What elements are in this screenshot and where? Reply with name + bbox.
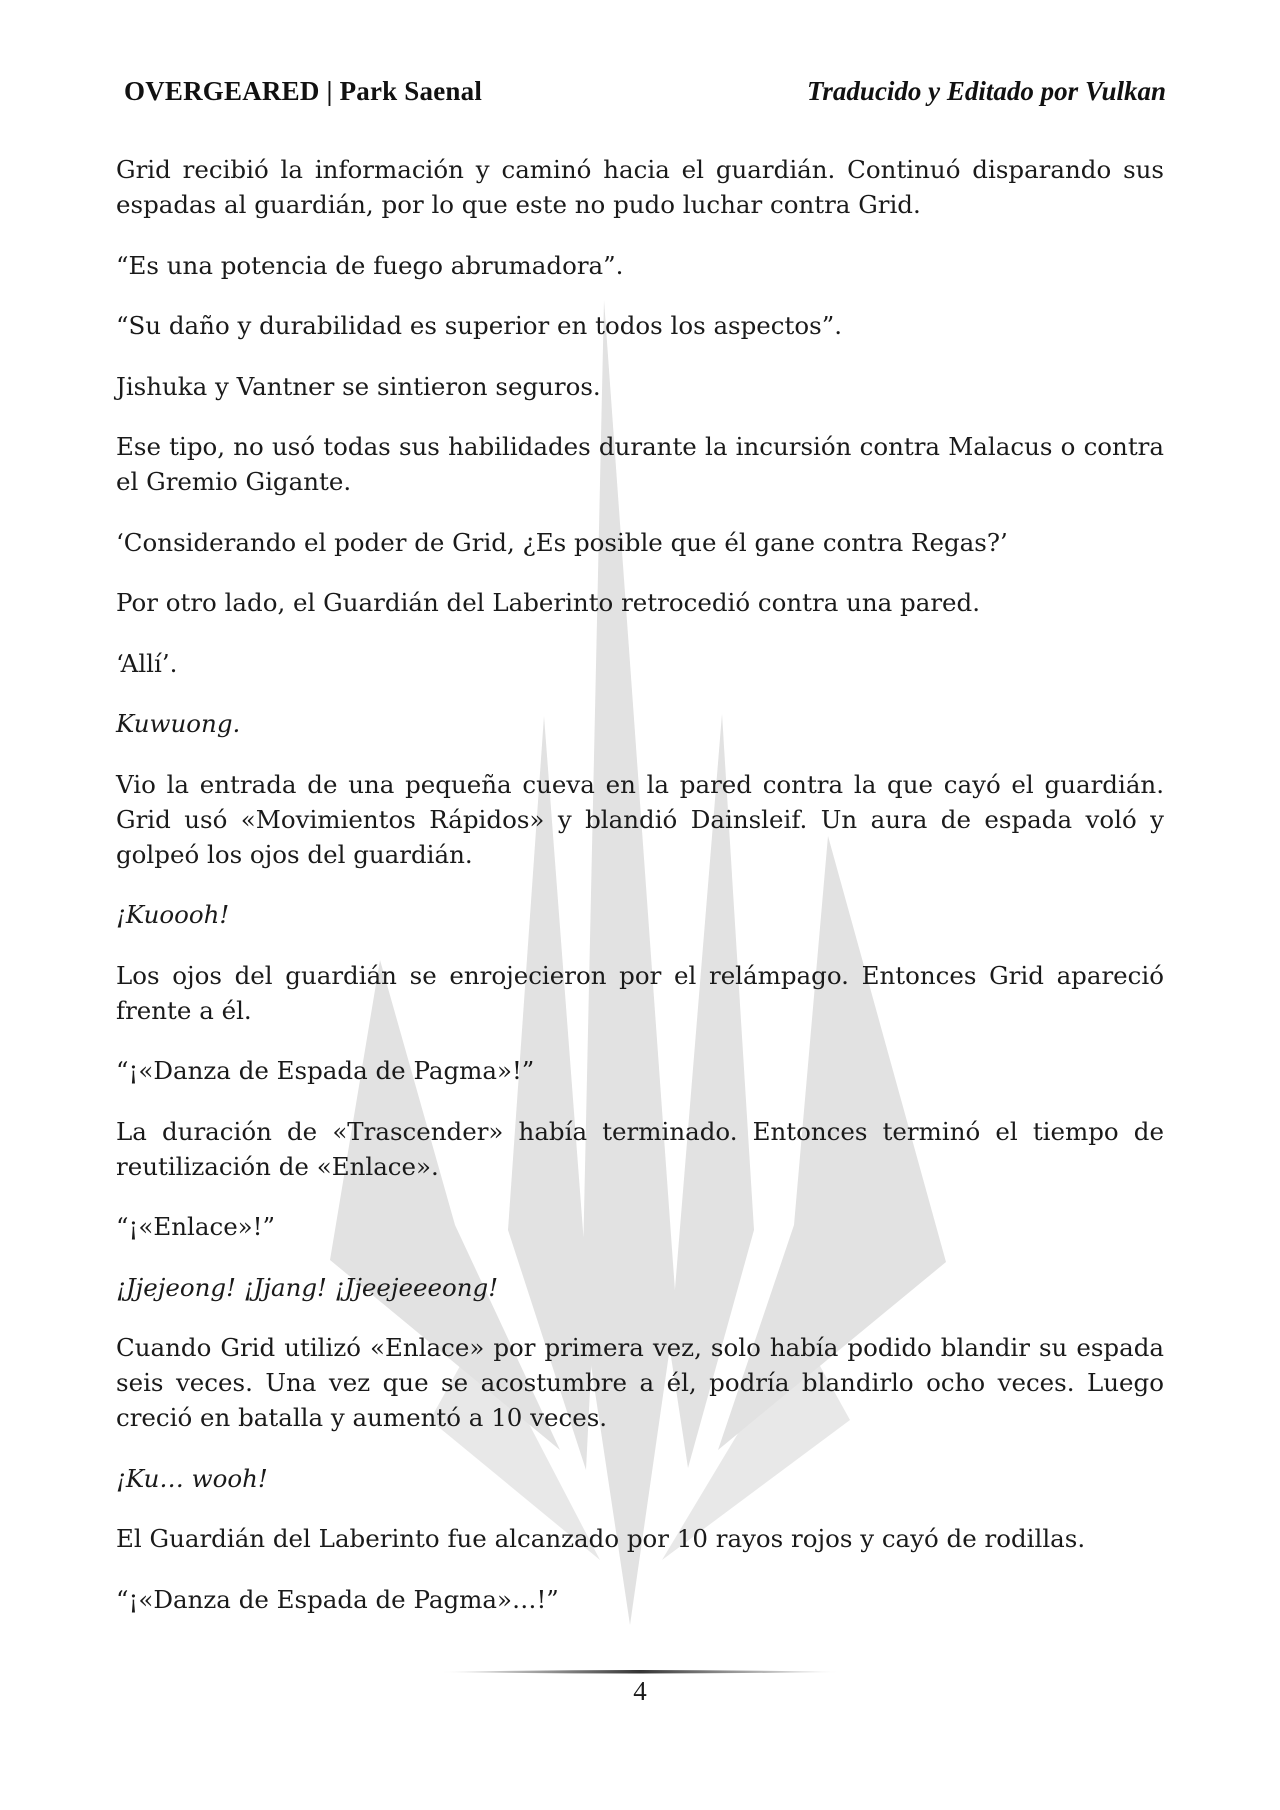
paragraph: Por otro lado, el Guardián del Laberinto retrocedió contra una pared.: [116, 588, 981, 617]
paragraph: Jishuka y Vantner se sintieron seguros.: [116, 371, 601, 401]
paragraph: La duración de «Trascender» había terminado. Entonces terminó el tiempo de reutilización de «Enlace».: [116, 1116, 1164, 1181]
paragraph: “Es una potencia de fuego abrumadora”.: [116, 250, 624, 280]
paragraph: ‘Allí’.: [116, 648, 178, 678]
sound-effect-paragraph: ¡Ku… wooh!: [116, 1463, 268, 1493]
sound-effect-paragraph: ¡Jjejeong! ¡Jjang! ¡Jjeejeeeong!: [116, 1272, 499, 1302]
paragraph: Grid recibió la información y caminó hacia el guardián. Continuó disparando sus espadas al guardián, por lo que este no pudo luchar contra Grid.: [116, 155, 1164, 219]
paragraph: ‘Considerando el poder de Grid, ¿Es posible que él gane contra Regas?’: [116, 527, 1008, 557]
header-translator-credit: Traducido y Editado por Vulkan: [806, 76, 1166, 106]
paragraph: “¡«Danza de Espada de Pagma»…!”: [116, 1584, 559, 1614]
paragraph: “¡«Enlace»!”: [116, 1212, 276, 1241]
sound-effect-paragraph: ¡Kuoooh!: [116, 900, 230, 929]
paragraph: El Guardián del Laberinto fue alcanzado por 10 rayos rojos y cayó de rodillas.: [116, 1524, 1086, 1553]
paragraph: Los ojos del guardián se enrojecieron por el relámpago. Entonces Grid apareció frente a él.: [116, 960, 1164, 1025]
paragraph: Vio la entrada de una pequeña cueva en la pared contra la que cayó el guardián. Grid usó «Movimientos Rápidos» y blandió Dainsleif. Un aura de espada voló y golpeó los ojos del guardián.: [116, 769, 1164, 869]
sound-effect-paragraph: Kuwuong.: [116, 709, 241, 738]
paragraph: “¡«Danza de Espada de Pagma»!”: [116, 1056, 535, 1085]
paragraph: “Su daño y durabilidad es superior en todos los aspectos”.: [116, 311, 843, 340]
header-book-title: OVERGEARED | Park Saenal: [124, 76, 483, 106]
page-header: [124, 76, 1166, 116]
paragraph: Ese tipo, no usó todas sus habilidades durante la incursión contra Malacus o contra el Gremio Gigante.: [116, 432, 1164, 496]
paragraph: Cuando Grid utilizó «Enlace» por primera vez, solo había podido blandir su espada seis veces. Una vez que se acostumbre a él, podría blandirlo ocho veces. Luego creció en batalla y aumentó a 10 veces.: [116, 1333, 1164, 1432]
chapter-body: [116, 152, 1164, 1642]
footer-divider: [440, 1668, 840, 1676]
page-number: 4: [633, 1676, 647, 1706]
